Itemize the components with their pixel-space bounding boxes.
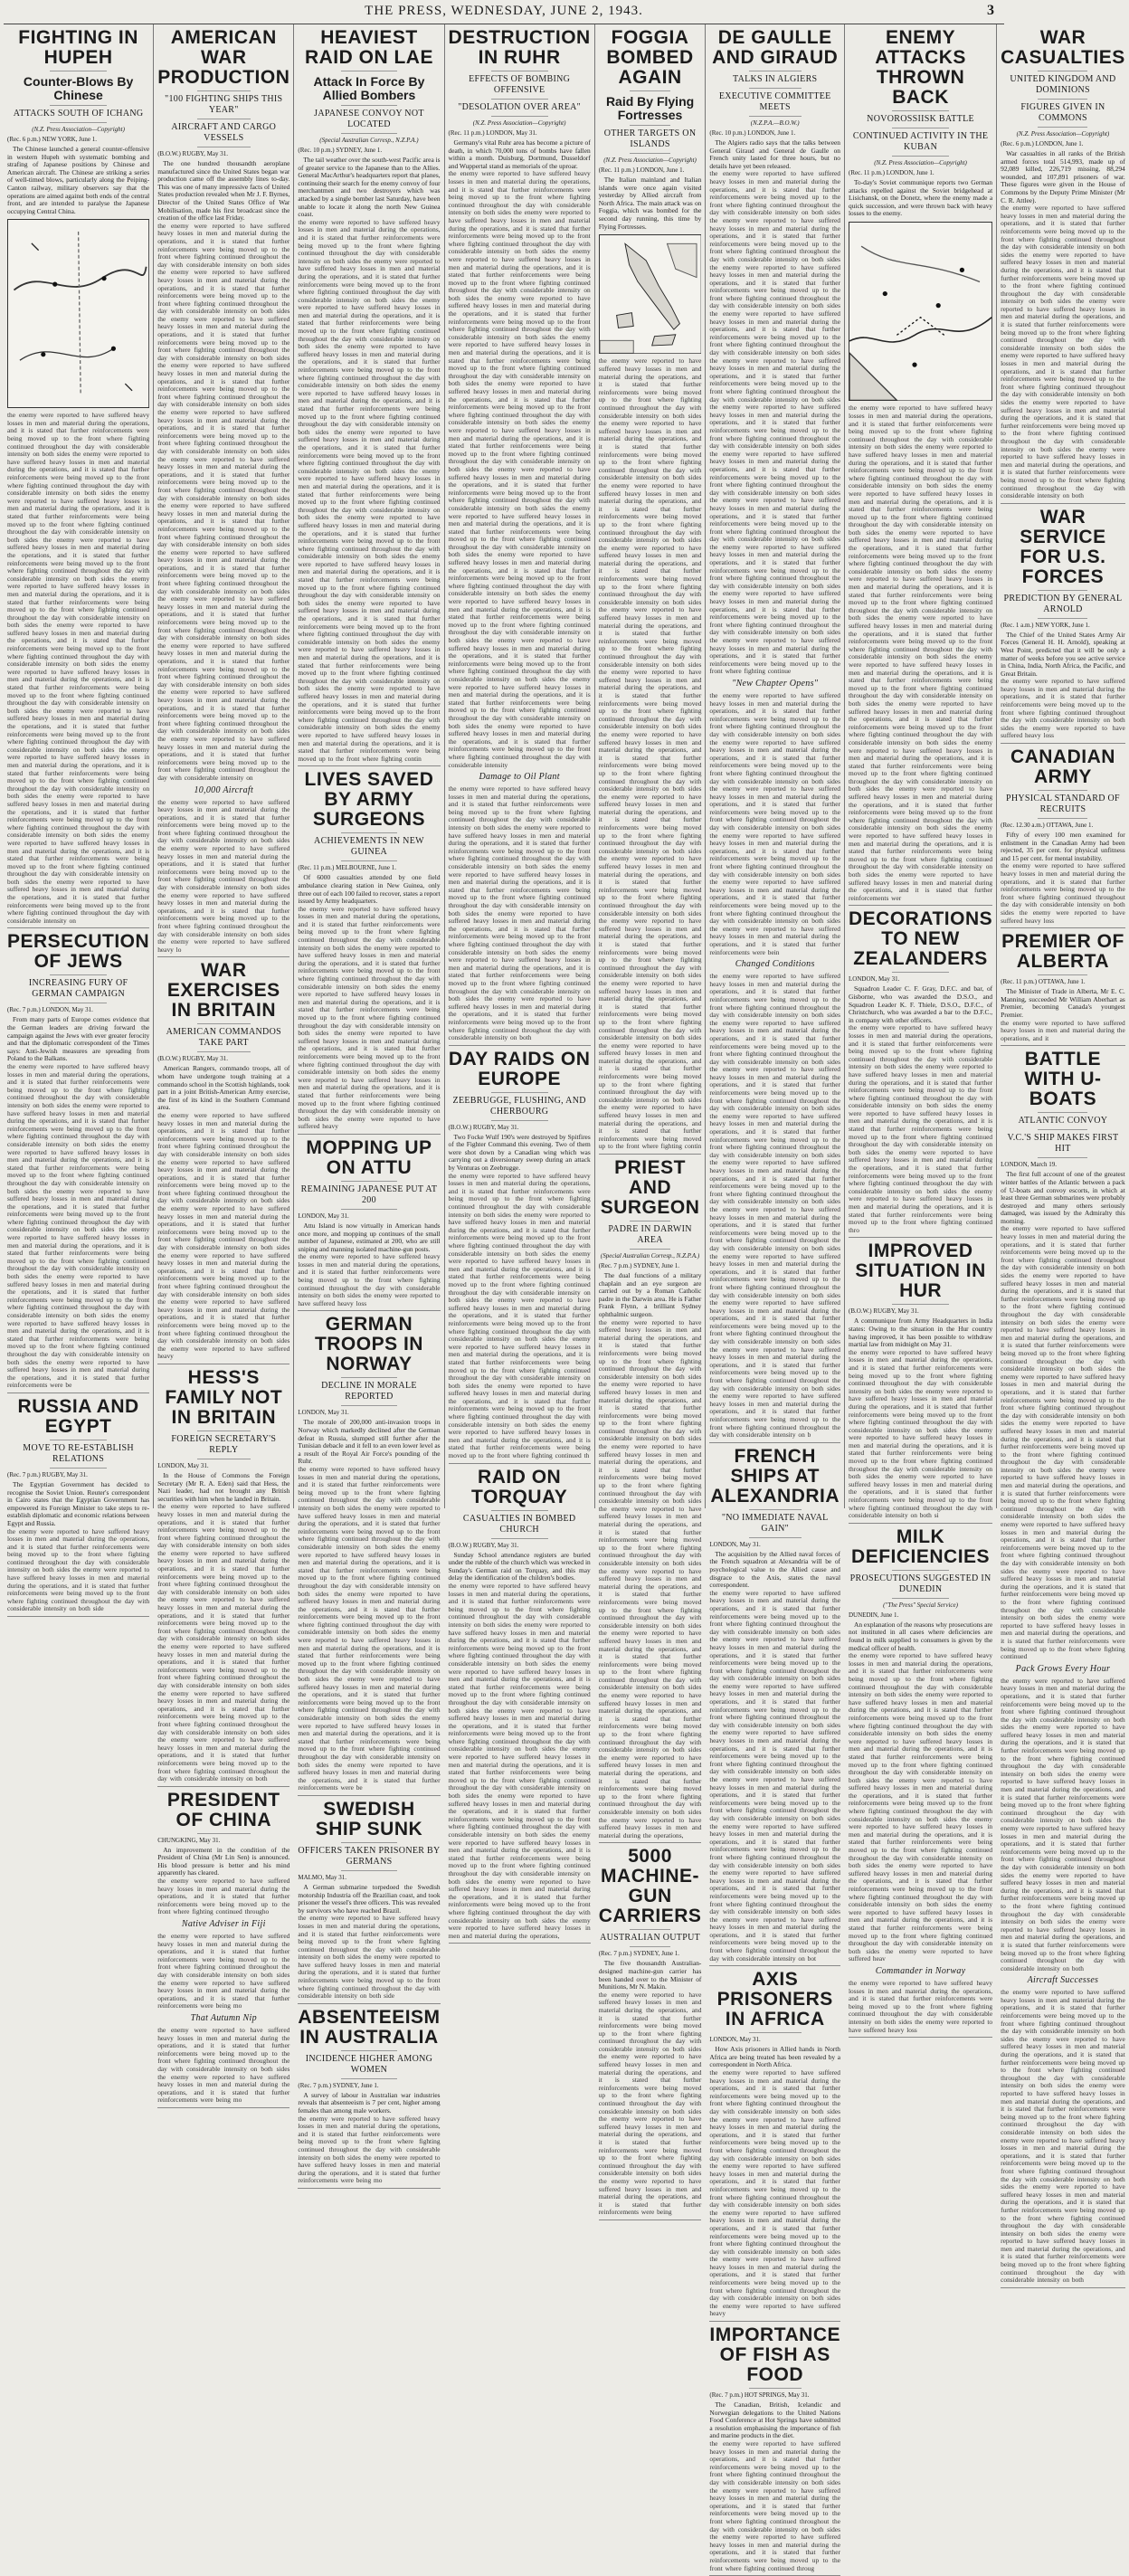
filler-text: the enemy were reported to have suffered heavy losses in men and material during the operations, and it is stated that further reinforcements were being moved up to the front where fighting continued throughout the day with considerable intensity on both sides the enemy were reported to have suffered heavy losses in men and material during the operations, and it is stated that further reinforcements were being moved up to the front where fighting continued throughout the day with considerable intensity on both sides the enemy were reported to have suffered heavy losses in men and material during the operations, and it is stated that further reinforcements were being moved up to the front where fighting continued throughout the day with considerable intensity on both sides the enemy were reported to have suffered heavy losses in men and material during the operations, and it is stated that further reinforcements were being moved up to the front where fighting continued throughout the day with considerable intensity on both si (849, 1347, 993, 1520)
rule (630, 1946, 670, 1947)
filler-text: the enemy were reported to have suffered heavy losses in men and material during the operations, and it is stated that further reinforcements were being moved up to the front where fighting continued throughout the day with considerable intensity on both sides the enemy were reported to have suffered heavy losses in men and material during the operations, and it is stated that further reinforcements were being moved up to the front where fighting continued throughout the day with considerable intensity on both sides the enemy were reported to have suffered heavy losses in men and material during the operations, and it is stated that further reinforcements were being moved up to the front where fighting continued throughout the day with considerable intensity on both sides the enemy were reported to have suffered heavy losses in men and material during the operations, and it is stated that further reinforcements were being moved up to the front where fighting continued throughout the day with considerable intensity on both sides the enemy were reported to have suffered heavy losses in men and material during the operations, and it is stated that further reinforcements were being moved up to the front where fighting continued throughout the day with considerable intensity on both sides the enemy were reported to have suffered heavy losses in men and material during the operations, and it is stated that further reinforcements were being moved up to the front where fighting continued throughout the day with considerable intensity on both sides the enemy were reported to have suffered heavy losses in men and material during the operations, and it is stated that further reinforcements were being moved up to the front where fighting continued throughout the day with considerable intensity on both sides the enemy were reported to have suffered heavy losses in men and material during the operations, and it is stated that further reinforcements were being moved up to the front where fighting continued throughout the day with considerable intensity on both sides the enemy were reported to have suffered heavy losses in men and material during the operations, (598, 1317, 702, 1839)
filler-text: the enemy were reported to have suffered heavy losses in men and material during the operations, and it is stated that further reinforcements were being moved up to the front where fighting continued throughout the day with considerable intensity on both sides the enemy were reported to have suffered heavy loss (1001, 861, 1125, 925)
article-dateline: LONDON, May 31. (298, 1212, 349, 1220)
article-deck: UNITED KINGDOM AND DOMINIONS (1010, 74, 1116, 95)
article-dateline: (Rec. 7 p.m.) SYDNEY, June 1. (298, 2081, 379, 2089)
article-deck: FOREIGN SECRETARY'S REPLY (171, 1433, 277, 1455)
article-deck: DECLINE IN MORALE REPORTED (321, 1381, 417, 1402)
rule (630, 1929, 670, 1930)
article (157, 28, 289, 957)
filler-text: the enemy were reported to have suffered heavy losses in men and material during the operations, and it is stated that further reinforcements were being moved up to the front where fighting continued throughout the day with considerable intensity on both sides the enemy were reported to have suffered heavy losses in men and material during the operations, and it is stated that further reinforcements were being moved up to the front where fighting continued throughout the day with considerable intensity on both sides the enemy were reported to have suffered heavy losses in men and material during the operations, and it is stated that further reinforcements were being moved up to the front where fighting continued throughout the day with considerable intensity on both sides the enemy were reported to have suffered heavy losses in men and material during the operations, and it is stated that further reinforcements were being moved up to the front where fighting continued throughout the day with considerable intensity on both sides the enemy were reported to have suffered heavy losses in men and material during the operations, and it is stated that further reinforcements were being moved up to the front where fighting continued throughout the day with considerable intensity on both sides the enemy were reported to have suffered heavy (709, 2068, 840, 2318)
article-dateline: (B.O.W.) RUGBY, May 31. (448, 1123, 519, 1131)
article-deck: PREDICTION BY GENERAL ARNOLD (1003, 593, 1123, 614)
rule (341, 2050, 398, 2051)
article-body: A communique from Army Headquarters in India states: Owing to the situation in the Hur country having improved, it has been possible to withdraw martial law from midnight on May 31. (849, 1317, 993, 1349)
article-headline: HEAVIEST RAID ON LAE (304, 27, 433, 68)
filler-text: the enemy were reported to have suffered heavy losses in men and material during the operations, and it (1001, 1018, 1125, 1042)
article-dateline: (Rec. 6 p.m.) NEW YORK, June 1. (7, 136, 97, 143)
filler-text: the enemy were reported to have suffered heavy losses in men and material during the operations, and it is stated that further reinforcements were being moved up to the front where fighting continued throughout the day with considerable intensity on both sides the enemy were reported to have suffered heavy losses in men and material during the operations, and it is stated that further reinforcements were being moved up to the front where fighting continued throughout the day with considerable intensity on both sides the enemy were reported to have suffered heavy losses in men and material during the operations, and it is stated that further reinforcements were being moved up to the front where fighting continued throughout the day with considerable intensity on both sides the enemy were reported to have suffered heavy losses in men and material during the operations, and it is stated that further reinforcements were being moved up to the front where fighting continued throughout the day with considerable intensity on both sides the enemy were reported to have suffered heavy losses in men and material during the operations, and it is stated that further reinforcements were being moved up to the front where fighting continued throughout the day with considerable intensity on both sides the enemy were reported to have suffered heavy losses in men and material during the operations, and it is stated that further reinforcements were being moved up to the front where fighting continued throughout the day with considerable intensity on both sides the enemy were reported to have suffered heavy losses in men and material during the operations, and it is stated that further reinforcements were being moved up to the front where fighting continued throughout the day with considerable intensity on both sides the enemy were reported to have suffered heavy losses in men and material during the operations, and it is stated that further reinforcements were being moved up to the front where fighting continued throughout the day with considerable intensity on both sides the enemy were reported to have suffered heavy losses in men and material during the operations, and it is stated that further reinforcements were being moved up to the front where fighting continued throughout the day with considerable intensity on both sides the enemy were reported to have suffered heavy losses in men and material during the operations, and it is stated that further reinforcements were being moved up to the front where fighting continued throughout the day with considerable intensity on b (709, 972, 840, 1440)
article-headline: ENEMY ATTACKS THROWN BACK (875, 27, 966, 108)
rule (341, 1181, 398, 1182)
article-dateline: (B.O.W.) RUGBY, May 31. (157, 150, 228, 157)
article-dateline: (Rec. 1 a.m.) NEW YORK, June 1. (1001, 621, 1090, 629)
filler-text: the enemy were reported to have suffered heavy losses in men and material during the operations, and it is stated that further reinforcements were being moved up to the front where fighting continued throughout the day with considerable intensity on both sides the enemy were reported to have suffered heavy losses in men and material during the operations, and it is stated that further reinforcements were being mo (157, 1932, 290, 2010)
article-credit: (N.Z. Press Association—Copyright) (603, 157, 697, 164)
article (849, 909, 992, 1238)
filler-text: the enemy were reported to have suffered heavy losses in men and material during the operations, and it is stated that further reinforcements were being moved up to the front where fighting continued throughout the day with considerable intensity on both sides the enemy were reported to have suffered heavy losses in men and material during the operations, and it is stated that further reinforcements were being moved up to the front where fighting continued throughout the day with considerable intensity on both sides the enemy were reported to have suffered heavy losses in men and material during the operations, and it is stated that further reinforcements were being moved up to the front where fighting continued throughout the day with considerable intensity on both sides the enemy were reported to have suffered heavy losses in men and material during the operations, and it is stated that further reinforcements were being (598, 1990, 702, 2217)
filler-text: the enemy were reported to have suffered heavy losses in men and material during the operations, and it is stated that further reinforcements were being moved up to the front where fighting continued throughout the day with considerable intensity on both sides the enemy were reported to have suffered heavy losses in men and material during the operations, and it is stated that further reinforcements were being moved up to the front where fighting continued throughout the day with considerable intensity on both sides the enemy were reported to have suffered heavy losses in men and material during the operations, and it is stated that further reinforcements were being moved up to the front where fighting continued throughout the day with considerable intensity on both sides the enemy were reported to have suffered heavy losses in men and material during the operations, and it is stated that further reinforcements were being moved up to the front where fighting continued throughout the day with considerable intensity on both sides the enemy were reported to have suffered heavy losses in men and material during the operations, and it is stated that further reinforcements were being moved up to the front where fighting continued throughout the day with considerable intensity on both sides the enemy were reported to have suffered heavy losses in men and material during the operations, and it is stated that further reinforcements were being moved up to the front where fighting continued throughout the day with considerable intensity on both (1001, 204, 1125, 500)
rule (892, 1304, 950, 1305)
article-body: The one hundred thousandth aeroplane manufactured since the United States began war production came off the assembly lines to-day. This was one of many impressive facts of United States production revealed when Mr J. F. Byrnes, Director of the United States Office of War Mobilisation, made his first broadcast since the creation of the office last Friday. (157, 159, 290, 223)
article-headline: ABSENTEEISM IN AUSTRALIA (298, 2006, 441, 2048)
article-body: The morale of 200,000 anti-invasion troops in Norway which markedly declined after the German defeat in Russia, slumped still further after the Tunisian debacle and it fell to an even lower level as a result of the Royal Air Force's pounding of the Ruhr. (298, 1418, 441, 1466)
article (298, 2008, 440, 2189)
article-body: War casualties in all ranks of the British armed forces total 514,993, made up of 92,089 killed, 226,719 missing, 88,294 wounded, and 107,891 prisoners of war. These figures were given in the House of Commons by the Deputy Prime Minister (Mr C. R. Attlee). (1001, 149, 1125, 204)
article-section-heading: Commander in Norway (875, 1965, 966, 1976)
filler-text: the enemy were reported to have suffered heavy losses in men and material during the operations, and it is stated that further reinforcements were being moved up to the front where fighting continued throughout the day with considerable intensity on both sides the enemy were reported to have suffered heavy losses in men and material during the operations, and it is stated that further reinforcements were being moved up to the front where fighting continued throughout the day with considerable intensity on both side (298, 1914, 441, 2001)
rule (341, 2078, 398, 2079)
article (1001, 747, 1125, 928)
article-headline: GERMAN TROOPS IN NORWAY (314, 1314, 423, 1375)
article-headline: BATTLE WITH U-BOATS (1024, 1049, 1102, 1110)
article-dateline: (Rec. 7 p.m.) RUGBY, May 31. (7, 1470, 88, 1478)
rule (197, 90, 250, 91)
article-body: From many parts of Europe comes evidence that the German leaders are driving forward the campaign against the Jews with ever greater ferocity and that the diplomatic correspondent of the Times says: Anti-Jewish measures are spreading from Poland to the Balkans. (7, 1015, 150, 1063)
rule (197, 1833, 250, 1834)
filler-text: the enemy were reported to have suffered heavy losses in men and material during the operations, and it is stated that further reinforcements were being moved up to the front where fighting continued throughout the day with considerable intensity on both sides the enemy were reported to have suffered heavy losses in men and material during the operations, and it is stated that further reinforcements were being moved up to the front where fighting continued throughout the day with considerable intensity on both sides the enemy were reported to have suffered heavy losses in men and material during the operations, and it is stated that further reinforcements were being moved up to the front where fighting continued throughout the day with considerable intensity on both sides the enemy were reported to have suffered heavy losses in men and material during the operations, and it is stated that further reinforcements were being moved up to the front where fighting continued throughout the day with considerable intensity on both sides the enemy were reported to have suffered heavy losses in men and material during the operations, and it is stated that further reinforcements were being moved up to the front where fighting continued thro (849, 1023, 993, 1234)
filler-text: the enemy were reported to have suffered heavy losses in men and material during the operations, and it is stated that further reinforcements were being moved up to the front where fighting continued throughout the day with considerable intensity on both sides the enemy were reported to have suffered heavy losses in men and material during the operations, and it is stated that further reinforcements were being moved up to the front where fighting continued throughout the day with considerable intensity on both sides the enemy were reported to have suffered heavy losses in men and material during the operations, and it is stated that further reinforcements were being moved up to the front where fighting continued throughout the day with considerable intensity on both sides the enemy were reported to have suffered heavy losses in men and material during the operations, and it is stated that further reinforcements were being moved up to the front where fighting continued throughout the day with considerable intensity on both sides the enemy were reported to have suffered heavy losses in men and material during the operations, and it is stated that further reinforcements were being moved up to the front where fighting continued throughout the day with considerable intensity on both sides the enemy were reported to have suffered heavy losses in men and material during the operations, and it is stated that further reinforcements were being moved up to the front where fighting continued throughout the day with considerable intensity on both sides the enemy were reported to have suffered heavy losses in men and material during the operations, and it is stated that further reinforcements were being moved up to the front where fighting continued th (448, 1171, 591, 1460)
article-deck: INCREASING FURY OF GERMAN CAMPAIGN (28, 978, 128, 1000)
article-section-heading: Damage to Oil Plant (479, 772, 560, 783)
article-headline: WAR SERVICE FOR U.S. FORCES (1020, 506, 1106, 587)
article-headline: FOGGIA BOMBED AGAIN (606, 27, 694, 88)
rule (630, 125, 670, 126)
article-body: To-day's Soviet communique reports two German attacks repelled against the Soviet bridgehead at Lisichansk, on the Donetz, where the enemy made a quick succession, and were thrown back with heavy losses to the enemy. (849, 178, 993, 218)
column-5 (595, 24, 707, 2217)
kuban-map (849, 222, 992, 401)
article-subheadline: Raid By Flying Fortresses (605, 94, 695, 122)
article-deck: "100 FIGHTING SHIPS THIS YEAR" (165, 94, 283, 115)
filler-text: the enemy were reported to have suffered heavy losses in men and material during the operations, and it is stated that further reinforcements were being moved up to the front where fighting continued throughout the day with considerable intensity on both sides the enemy were reported to have suffered heavy losses in men and material during the operations, and it is stated that further reinforcements were being moved up to the front where fighting continued throughout the day with considerable intensity on both sides the enemy were reported to have suffered heavy losses in men and material during the operations, and it is stated that further reinforcements were being moved up to the front where fighting continued throughout the day with considerable intensity on both sides the enemy were reported to have suffered heavy losses in men and material during the operations, and it is stated that further reinforcements were being moved up to the front where fighting continued throughout the day with considerable intensity on both sides the enemy were reported to have suffered heavy losses in men and material during the operations, and it is stated that further reinforcements were being moved up to the front where fighting continued throughout the day with considerable intensity on both sides the enemy were reported to have suffered heavy losses in men and material during the operations, and it is stated that further reinforcements were being moved up to the front where fighting continued throughout the day with considerable intensity on both sides the enemy were reported to have suffered heavy losses in men and material during the operations, and it is stated that further reinforcements were being moved up to the front where fighting continued throughout the day with considerable intensity on both sides the enemy were reported to have suffered heavy losses in men and material during the operations, and it is stated that further reinforcements were being moved up to the front where fighting continued throughout the day with considerable intensity on both sides the enemy were reported to have suffered heavy losses in men and material during the operations, and it is stated that further reinforcements were being moved up to the front where fighting continued throughout the day with considerable intensity on both sides the enemy were reported to have suffered heavy losses in men and material during the operations, and it is stated that further reinforcements were being moved up to the front where fighting continued throughout the day with considerable intensity on both sides the enemy were reported to have suffered heavy losses in men and material during the operations, and it is stated that further reinforcements were being moved up to the front where fighting continued throughout the day with considerable intensity on both sides the enemy were reported to have suffered heavy losses in men and material during the operations, and it is stated that further reinforcements wer (849, 404, 993, 902)
article (298, 1800, 440, 2004)
filler-text: the enemy were reported to have suffered heavy losses in men and material during the operations, and it is stated that further reinforcements were being moved up to the front where fighting continued throughout the day with considerable intensity on both sides the enemy were reported to have suffered heavy losses in men and material during the operations, and it is stated that further reinforcements were being moved up to the front where fighting continued throughout the day with considerable intensity on both sides the enemy were reported to have suffered heavy losses in men and material during the operations, and it is stated that further reinforcements were being moved up to the front where fighting continued throughout the day with considerable intensity on both sides the enemy were reported to have suffered heavy losses in men and material during the operations, and it is stated that further reinforcements were being moved up to the front where fighting continued throughout the day with considerable intensity on both sides the enemy were reported to have suffered heavy losses in men and material during the operations, and it is stated that further reinforcements were being moved up to the front where fighting continued throughout the day with considerable intensity on both sides the enemy were reported to have suffered heavy losses in men and material during the operations, and it is stated that further reinforcements were being moved up to the front where fighting continued throughout the day with considerable intensity on both sides the enemy were reported to have suffered heavy losses in men and material during the operations, and it is stated that further reinforcements were being moved up to the front where fighting continued throughout the day with considerable intensity on both sides the enemy were reported to have suffered heavy losses in men and material during the operations, and it is stated that further reinforcements were being moved up to the front where fighting continued throughout the day with considerable intensity on both sides the enemy were reported to have suffered heavy losses in men and material during the operations, and it is stated that further reinforcements were being moved up to the front where fighting continued throughout the day with considerable intensity on both sides the enemy were reported to have suffered heavy losses in men and material during the operations, and it is stated that further reinforcements were being moved up to the front where fighting continued throughout the day with considerable intensity on both sides the enemy were reported to have suffered heavy losses in men and material during the operations, and it is stated that further reinforcements were being moved up to the front where fighting continued throughout the day with considerable intensity on both sides the enemy were reported to have suffered heavy losses in men and material during the operations, and it is stated that further reinforcements were being moved up to the front where fighting continued throughout the day with considerable intensity on both sides the enemy were reported to have suffered heavy losses in men and material during the operations, and it is stated that further reinforcements were being moved up to the front where fighting continued throughout the day with considerable intensity on both sides the enemy were reported to have suffered heavy losses in men and material during the operations, and it is stated that further reinforcements were being moved up to the front where fighting continued throughout the day with considerable intensity (448, 169, 591, 769)
article-deck: PROSECUTIONS SUGGESTED IN DUNEDIN (849, 1573, 991, 1594)
article-subheadline: Attack In Force By Allied Bombers (313, 74, 425, 102)
article-dateline: (Rec. 7 p.m.) SYDNEY, June 1. (598, 1950, 680, 1958)
article-headline: PRIEST AND SURGEON (600, 1157, 700, 1218)
filler-text: the enemy were reported to have suffered heavy losses in men and material during the operations, and it is stated that further reinforcements were being moved up to the front where fighting continued throughout the day with considerable intensity on both sides the enemy were reported to have suffered heavy loss (298, 1252, 441, 1307)
article-headline: DECORATIONS TO NEW ZEALANDERS (849, 908, 993, 970)
filler-text: the enemy were reported to have suffered heavy losses in men and material during the operations, and it is stated that further reinforcements were being moved up to the front where fighting continued throughout the day with considerable intensity on both sides the enemy were reported to have suffered heavy losses in men and material during the operations, and it is stated that further reinforcements were being moved up to the front where fighting continued throughout the day with considerable intensity on both sides the enemy were reported to have suffered heavy losses in men and material during the operations, and it is stated that further reinforcements were being moved up to the front where fighting continued throughout the day with considerable intensity on both sides the enemy were reported to have suffered heavy losses in men and material during the operations, and it is stated that further reinforcements were being moved up to the front where fighting continued throughout the day with considerable intensity on both sides the enemy were reported to have suffered heavy losses in men and material during the operations, and it is stated that further reinforcements were being moved up to the front where fighting continued throughout the day with considerable intensity on both sides the enemy were reported to have suffered heavy losses in men and material during the operations, and it is stated that further reinforcements were being moved up to the front where fighting continued throughout the day with considerable intensity on both sides the enemy were reported to have suffered heavy losses in men and material during the operations, and it is stated that further reinforcements were being moved up to the front where fighting continued throughout the day with considerable intensity on both sides the enemy were reported to have suffered heavy losses in men and material during the operations, and it is stated that further reinforcements were being moved up to the front where fighting continued throughout the day with considerable intensity on both sides the enemy were reported to have suffered heavy losses in men and material during the operations, and it is stated that further reinforcements were being moved up to the front where fighting continued throughout the day with considerable intensity on both sides the enemy were reported to have suffered heavy losses in men and material during the operations, and it is stated that further reinforcements were being moved up to the front where fighting continued throughout the day with considerable intensity on both sides the enemy were reported to have suffered heavy losses in men and material during the operations, and it is stated that further reinforcements were being moved up to the front where fighting continued throughout the day with considerable intensity on both sides the enemy were reported to have suffered heavy losses in men and material during the operations, and it is stated that further reinforcements were being moved up to the front where fighting continued throughout the day with considerable intensity on both sides the enemy were reported to have suffered heavy losses in men and material during the operations, and it is stated that further reinforcements were being moved up to the front where fighting contin (598, 356, 702, 1151)
rule (892, 972, 950, 973)
article (709, 1970, 840, 2322)
filler-text: the enemy were reported to have suffered heavy losses in men and material during the operations, and it is stated that further reinforcements were being moved up to the front where fighting continued throughout the day with considerable intensity on both sides the enemy were reported to have suffered heavy losses in men and material during the operations, and it is stated that further reinforcements were being moved up to the front where fighting continued throughout the day with considerable intensity on both sides the enemy were reported to have suffered heavy losses in men and material during the operations, and it is stated that further reinforcements were being moved up to the front where fighting continued throughout the day with considerable intensity on both sides the enemy were reported to have suffered heavy losses in men and material during the operations, and it is stated that further reinforcements were being moved up to the front where fighting continued throughout the day with considerable intensity on both sides the enemy were reported to have suffered heavy losses in men and material during the operations, and it is stated that further reinforcements were being moved up to the front where fighting continued throughout the day with considerable intensity on both sides the enemy were reported to have suffered heavy losses in men and material during the operations, and it is stated that further reinforcements were being moved up to the front where fighting continued throughout the day with considerable intensity on both (157, 1502, 290, 1783)
rule (892, 1598, 950, 1599)
hupeh-map (7, 219, 149, 408)
article-credit: (N.Z. Press Association—Copyright) (874, 159, 967, 166)
article-deck: ATLANTIC CONVOY (1018, 1116, 1108, 1126)
rule (341, 860, 398, 861)
article-deck: ATTACKS SOUTH OF ICHANG (13, 109, 144, 119)
article-headline: IMPORTANCE OF FISH AS FOOD (709, 2324, 840, 2386)
italy-map (599, 234, 702, 354)
rule (749, 2388, 802, 2389)
article-dateline: (Rec. 11 p.m.) MELBOURNE, June 1. (298, 864, 396, 872)
article (298, 1138, 440, 1312)
rule (749, 1537, 802, 1538)
rule (341, 1870, 398, 1871)
article (157, 961, 289, 1364)
article (1001, 508, 1125, 744)
article-body: The Algiers radio says that the talks between General Giraud and General de Gaulle on French unity lasted for three hours, but no details have yet been released. (709, 138, 840, 170)
article-body: A survey of labour in Australian war industries reveals that absenteeism is 7 per cent, higher among females than among male workers. (298, 2090, 441, 2115)
article-section-heading: Aircraft Successes (1027, 1975, 1099, 1986)
article-headline: WAR CASUALTIES (1001, 27, 1125, 68)
filler-text: the enemy were reported to have suffered heavy losses in men and material during the operations, and it is stated that further reinforcements were being moved up to the front where fighting continued throughout the day with considerable intensity on both sides the enemy were reported to have suffered heavy losses in men and material during the operations, and it is stated that further reinforcements were being moved up to the front where fighting continued throughout the day with considerable intensity on both sides the enemy were reported to have suffered heavy losses in men and material during the operations, and it is stated that further reinforcements were being moved up to the front where fighting continued throughout the day with considerable intensity on both sides the enemy were reported to have suffered heavy lo (157, 797, 290, 954)
rule (1038, 1157, 1087, 1158)
article-section-heading: Native Adviser in Fiji (181, 1919, 266, 1930)
column-1 (4, 24, 154, 1613)
article-deck: OFFICERS TAKEN PRISONER BY GERMANS (298, 1845, 441, 1867)
article-dateline: (B.O.W.) RUGBY, May 31. (849, 1307, 919, 1316)
article-headline: FRENCH SHIPS AT ALEXANDRIA (710, 1445, 840, 1507)
rule (749, 88, 802, 89)
article-body: An improvement in the condition of the President of China (Mr Lin Sen) is announced. His blood pressure is better and his mind apparently has cleared. (157, 1845, 290, 1877)
article-deck: AMERICAN COMMANDOS TAKE PART (166, 1027, 281, 1049)
article-body: The five thousandth Australian-designed machine-gun carrier has been handed over to the Minister of Munitions, Mr N. Makin. (598, 1959, 702, 1991)
article-body: The tail weather over the south-west Pacific area is of greater service to the Japanese than to the Allies. General MacArthur's headquarters report that planes, continuing their search for the enemy convoy of four merchantmen and two destroyers which was attacked by a single bomber last Saturday, have been unable to locate it along the north New Guinea coast. (298, 156, 441, 219)
rule (491, 99, 548, 100)
article (298, 28, 440, 766)
article (1001, 932, 1125, 1046)
article-headline: LIVES SAVED BY ARMY SURGEONS (304, 769, 434, 831)
article-body: The Chinese launched a general counter-offensive in western Hupeh with systematic bombing and strafing of Japanese positions by Chinese and American aircraft. The Chinese are striking a series of well-timed blows, particularly along the Peiping-Canton railway, military observers say that the operations are aimed against both ends of the central front, and are intended to paralyse the Japanese occupying Central China. (7, 145, 150, 215)
article-headline: HESS'S FAMILY NOT IN BRITAIN (165, 1366, 283, 1428)
filler-text: the enemy were reported to have suffered heavy losses in men and material during the operations, and it is stated that further reinforcements were being moved up to the front where fighting continued througho (157, 1877, 290, 1916)
rule (50, 1468, 107, 1469)
article-credit: (N.Z.P.A.—B.O.W.) (750, 119, 800, 127)
rule (749, 1509, 802, 1510)
filler-text: the enemy were reported to have suffered heavy losses in men and material during the operations, and it is stated that further reinforcements were being moved up to the front where fighting continued throughout the day with considerable intensity on both sides the enemy were reported to have suffered heavy loss (1001, 677, 1125, 740)
rule (491, 116, 548, 117)
article-dateline: LONDON, May 31. (709, 1540, 761, 1548)
article-deck: EXECUTIVE COMMITTEE MEETS (718, 91, 831, 112)
rule (341, 832, 398, 833)
article-deck: CONTINUED ACTIVITY IN THE KUBAN (852, 131, 989, 152)
article-body: An explanation of the reasons why prosecutions are not instituted in all cases where deficiencies are found in milk supplied to consumers is given by the medical officer of health. (849, 1620, 993, 1652)
article-headline: DAY RAIDS ON EUROPE (448, 1048, 591, 1089)
article (449, 1050, 591, 1464)
filler-text: the enemy were reported to have suffered heavy losses in men and material during the operations, and it is stated that further reinforcements were being moved up to the front where fighting continued throughout the day with considerable intensity on both sides the enemy were reported to have suffered heavy losses in men and material during the operations, and it is stated that further reinforcements were being moved up to the front where fighting continued throughout the day with considerable intensity on both sides the enemy were reported to have suffered heavy losses in men and material during the operations, and it is stated that further reinforcements were being moved up to the front where fighting continued throughout the day with considerable intensity on both sides the enemy were reported to have suffered heavy losses in men and material during the operations, and it is stated that further reinforcements were being moved up to the front where fighting continued throughout the day with considerable intensity on both sides the enemy were reported to have suffered heavy losses in men and material during the operations, and it is stated that further reinforcements were being moved up to the front where fighting continued throughout the day with considerable intensity on both sides the enemy were reported to have suffered heavy losses in men and material during the operations, and it is stated that further reinforcements were being moved up to the front where fighting continued throughout the day with considerable intensity on both sides the enemy were reported to have suffered heavy losses in men and material during the operations, and it is stated that further reinforcements were being moved up to the front where fighting continued throughout the day with considerable intensity on both sides the enemy were reported to have suffered heavy losses in men and material during the operations, and it is stated that further reinforcements were being moved up to the front where fighting continued throughout the day with considerable intensity on both sides the enemy were reported to have suffered heavy losses in men and material during the operations, and it is stated that further reinforcements were being moved up to the front where fighting continued throughout the day with considerable intensity on both sides the enemy were reported to have suffered heavy losses in men and material during the operations, and it is stated that further reinforcements were being moved up to the front where fighting continued throughout the day with considerable intensity on both sides the enemy were reported to have suffered heavy losses in men and material during the operations, and it is stated that further reinforcements were being moved up to the front where fighting continued throughout the day with considerable intensity on both sides the enemy were reported to have suffered heavy losses in men and material during the operations, and it is stated that further reinforcements were being moved up to the front where fighting continued throughout the day with considerable intensity on (157, 221, 290, 782)
rule (341, 1405, 398, 1406)
article-headline: DE GAULLE AND GIRAUD (712, 27, 839, 68)
rule (1038, 618, 1087, 619)
article-body: A German submarine torpedoed the Swedish motorship Industria off the Brazilian coast, and took prisoner the vessel's three officers. This was revealed by survivors who have reached Brazil. (298, 1882, 441, 1915)
article-dateline: MALMO, May 31. (298, 1873, 347, 1881)
article-headline: IMPROVED SITUATION IN HUR (855, 1240, 986, 1302)
rule (630, 153, 670, 154)
article-headline: SWEDISH SHIP SUNK (315, 1798, 423, 1839)
article-dateline: CHUNGKING, May 31. (157, 1836, 221, 1844)
column-4 (445, 24, 595, 1940)
article-deck: REMAINING JAPANESE PUT AT 200 (300, 1183, 438, 1205)
column-7 (845, 24, 997, 2034)
article-dateline: (Rec. 11 p.m.) OTTAWA, June 1. (1001, 978, 1086, 986)
filler-text: the enemy were reported to have suffered heavy losses in men and material during the operations, and it is stated that further reinforcements were being moved up to the front where fighting continued throughout the day with considerable intensity on both sides the enemy were reported to have suffered heavy losses in men and material during the operations, and it is stated that further reinforcements were being moved up to the front where fighting continued throughout the day with considerable intensity on both sides the enemy were reported to have suffered heavy losses in men and material during the operations, and it is stated that further reinforcements were being moved up to the front where fighting continued throughout the day with considerable intensity on both sides the enemy were reported to have suffered heavy losses in men and material during the operations, and it is stated that further reinforcements were being moved up to the front where fighting continued throughout the day with considerable intensity on both sides the enemy were reported to have suffered heavy losses in men and material during the operations, and it is stated that further reinforcements were being moved up to the front where fighting continued throughout the day with considerable intensity on both sides the enemy were reported to have suffered heavy losses in men and material during the operations, and it is stated that further reinforcements were being moved up to the front where fighting continued throughout the day with considerable intensity on both (448, 784, 591, 1042)
article-section-heading: 10,000 Aircraft (194, 784, 254, 795)
filler-text: the enemy were reported to have suffered heavy losses in men and material during the operations, and it is stated that further reinforcements were being moved up to the front where fighting continued throughout the day with considerable intensity on both sides the enemy were reported to have suffered heavy losses in men and material during the operations, and it is stated that further reinforcements were being moved up to the front where fighting continued throughout the day with considerable intensity on both sides the enemy were reported to have suffered heavy losses in men and material during the operations, and it is stated that further reinforcements were being moved up to the front where fighting continued throughout the day with considerable intensity on both sides the enemy were reported to have suffered heavy losses in men and material during the operations, and it is stated that further reinforcements were being moved up to the front where fighting continued throughout the day with considerable intensity on both sides the enemy were reported to have suffered heavy losses in men and material during the operations, and it is stated that further reinforcements were being moved up to the front where fighting continued throughout the day with considerable intensity on both sides the enemy were reported to have suffered heavy losses in men and material during the operations, and it is stated that further reinforcements were being moved up to the front where fighting continued throughout the day with considerable intensity on both sides the enemy were reported to have suffered heavy losses in men and material during the operations, and it is stated that further reinforcements were being moved up to the front where fighting continued throughout the day with considerable intensity on both sides the enemy were reported to have suffered heavy losses in men and material during the operations, and it is stated that further reinforcements were be (298, 1465, 441, 1792)
rule (630, 1249, 670, 1250)
rule (50, 105, 107, 106)
article-dateline: (B.O.W.) RUGBY, May 31. (448, 1541, 519, 1549)
rule (630, 90, 670, 91)
filler-text: the enemy were reported to have suffered heavy losses in men and material during the operations, and it is stated that further reinforcements were being moved up to the front where fighting continued throughout the day with considerable intensity on both sides the enemy were reported to have suffered heavy loss (849, 1978, 993, 2034)
article-dateline: LONDON, May 31. (157, 1461, 209, 1469)
article-body: Of 6000 casualties attended by one field ambulance clearing station in New Guinea, only three out of each 100 failed to recover, states a report issued by Army headquarters. (298, 873, 441, 906)
filler-text: the enemy were reported to have suffered heavy losses in men and material during the operations, and it is stated that further reinforcements were being moved up to the front where fighting continued throughout the day with considerable intensity on both sides the enemy were reported to have suffered heavy losses in men and material during the operations, and it is stated that further reinforcements were being moved up to the front where fighting continued throughout the day with considerable intensity on both sides the enemy were reported to have suffered heavy losses in men and material during the operations, and it is stated that further reinforcements were being moved up to the front where fighting continued throughout the day with considerable intensity on both sides the enemy were reported to have suffered heavy losses in men and material during the operations, and it is stated that further reinforcements were being moved up to the front where fighting continued throughout the day with considerable intensity on both sides the enemy were reported to have suffered heavy losses in men and material during the operations, and it is stated that further reinforcements were being moved up to the front where fighting continued throughout the day with considerable intensity on both sides the enemy were reported to have suffered heavy losses in men and material during the operations, and it is stated that further reinforcements were being moved up to the front where fighting continued throughout the day with considerable intensity on both sides the enemy were reported to have suffered heavy losses in men and material during the operations, and it is stated that further reinforcements were being moved up to the front where fighting continued throughout the day with considerable intensity on both sides the enemy were reported to have suffered heav (849, 1651, 993, 1963)
article-deck: TALKS IN ALGIERS (732, 74, 818, 84)
rule (197, 1023, 250, 1024)
article-body: In the House of Commons the Foreign Secretary (Mr R. A. Eden) said that Hess, the Nazi leader, had not brought any British securities with him when he landed in Britain. (157, 1470, 290, 1503)
filler-text: the enemy were reported to have suffered heavy losses in men and material during the operations, and it is stated that further reinforcements were being moved up to the front where fighting continued throughout the day with considerable intensity on both sides the enemy were reported to have suffered heavy losses in men and material during the operations, and it is stated that further reinforcements were being mo (298, 2114, 441, 2185)
page-number: 3 (987, 3, 995, 18)
article-deck: "DESOLATION OVER AREA" (458, 102, 582, 112)
article-deck: ACHIEVEMENTS IN NEW GUINEA (314, 836, 424, 858)
rule (892, 110, 950, 111)
article-body: Attu Island is now virtually in American hands once more, and mopping up continues of the small number of Japanese, estimated at 200, who are still sniping and manning isolated machine-gun posts. (298, 1221, 441, 1253)
article-credit: (N.Z. Press Association—Copyright) (32, 126, 125, 133)
article (157, 1791, 289, 2108)
article (298, 1315, 440, 1796)
article-body: The Italian mainland and Italian islands were once again visited yesterday by Allied aircraft from North Africa. The main attack was on Foggia, which was bombed for the second day running, this time by Flying Fortresses. (598, 176, 702, 231)
article (599, 28, 702, 1155)
rule (491, 1092, 548, 1093)
article (7, 1397, 149, 1617)
filler-text: the enemy were reported to have suffered heavy losses in men and material during the operations, and it is stated that further reinforcements were being moved up to the front where fighting continued throughout the day with considerable intensity on both sides the enemy were reported to have suffered heavy losses in men and material during the operations, and it is stated that further reinforcements were being moved up to the front where fighting continued throughout the day with considerable intensity on both sides the enemy were reported to have suffered heavy losses in men and material during the operations, and it is stated that further reinforcements were being moved up to the front where fighting continued throughout the day with considerable intensity on both sides the enemy were reported to have suffered heavy losses in men and material during the operations, and it is stated that further reinforcements were being moved up to the front where fighting continued throughout the day with considerable intensity on both sides the enemy were reported to have suffered heavy losses in men and material during the operations, and it is stated that further reinforcements were being moved up to the front where fighting continued throughout the day with considerable intensity on both sides the enemy were reported to have suffered heavy (157, 1110, 290, 1361)
rule (341, 105, 398, 106)
article-headline: WAR EXERCISES IN BRITAIN (166, 960, 280, 1022)
article-credit: (N.Z. Press Association—Copyright) (1016, 130, 1110, 138)
article (849, 1527, 992, 2038)
rule (1038, 1112, 1087, 1113)
article (709, 2325, 840, 2576)
article-headline: MOPPING UP ON ATTU (306, 1136, 432, 1178)
article-deck: OTHER TARGETS ON ISLANDS (603, 128, 697, 149)
article-headline: MILK DEFICIENCIES (851, 1526, 991, 1567)
article-body: The first full account of one of the greatest winter battles of the Atlantic between a pack of U-boats and convoy escorts, in which at least three German submarines were probably destroyed and many others seriously damaged, was issued by the Admiralty this morning. (1001, 1170, 1125, 1225)
filler-text: the enemy were reported to have suffered heavy losses in men and material during the operations, and it is stated that further reinforcements were being moved up to the front where fighting continued throughout the day with considerable intensity on both sides the enemy were reported to have suffered heavy losses in men and material during the operations, and it is stated that further reinforcements were being moved up to the front where fighting continued throughout the day with considerable intensity on both sides the enemy were reported to have suffered heavy losses in men and material during the operations, and it is stated that further reinforcements were being moved up to the front where fighting continued throughout the day with considerable intensity on both sides the enemy were reported to have suffered heavy losses in men and material during the operations, and it is stated that further reinforcements were being moved up to the front where fighting continued throughout the day with considerable intensity on both sides the enemy were reported to have suffered heavy losses in men and material during the operations, and it is stated that further reinforcements were being moved up to the front where fighting continued throughout the day with considerable intensity on both sides the enemy were reported to have suffered heavy losses in men and material during the operations, and it is stated that further reinforcements were bein (709, 690, 840, 956)
filler-text: the enemy were reported to have suffered heavy losses in men and material during the operations, and it is stated that further reinforcements were being moved up to the front where fighting continued throughout the day with considerable intensity on both sides the enemy were reported to have suffered heavy losses in men and material during the operations, and it is stated that further reinforcements were being moved up to the front where fighting continued throughout the day with considerable intensity on both sides the enemy were reported to have suffered heavy losses in men and material during the operations, and it is stated that further reinforcements were being moved up to the front where fighting continued throughout the day with considerable intensity on both sides the enemy were reported to have suffered heavy losses in men and material during the operations, and it is stated that further reinforcements were being moved up to the front where fighting continued throughout the day with considerable intensity on both sides the enemy were reported to have suffered heavy losses in men and material during the operations, and it is stated that further reinforcements were being moved up to the front where fighting continued throughout the day with considerable intensity on both sides the enemy were reported to have suffered heavy losses in men and material during the operations, and it is stated that further reinforcements were being moved up to the front where fighting continued throughout the day with considerable intensity on both (1001, 1988, 1125, 2285)
rule (892, 156, 950, 157)
article-dateline: (Rec. 7 p.m.) SYDNEY, June 1. (598, 1262, 680, 1269)
rule (749, 116, 802, 117)
filler-text: the enemy were reported to have suffered heavy losses in men and material during the operations, and it is stated that further reinforcements were being moved up to the front where fighting continued throughout the day with considerable intensity on both sides the enemy were reported to have suffered heavy losses in men and material during the operations, and it is stated that further reinforcements were being moved up to the front where fighting continued throughout the day with considerable intensity on both sides the enemy were reported to have suffered heavy losses in men and material during the operations, and it is stated that further reinforcements were being moved up to the front where fighting continued throughout the day with considerable intensity on both sides the enemy were reported to have suffered heavy losses in men and material during the operations, and it is stated that further reinforcements were being moved up to the front where fighting continued throughout the day with considerable intensity on both sides the enemy were reported to have suffered heavy losses in men and material during the operations, and it is stated that further reinforcements were being moved up to the front where fighting continued throughout the day with considerable intensity on both sides the enemy were reported to have suffered heavy losses in men and material during the operations, and it is stated that further reinforcements were being moved up to the front where fighting continued throughout the day with considerable intensity on both sides the enemy were reported to have suffered heavy losses in men and material during the operations, and it is stated that further reinforcements were being moved up to the front where fighting continued throughout the day with considerable intensity on both sides the enemy were reported to have suffered heavy losses in men and material during the operations, and it is stated that further reinforcements were being moved up to the front where fighting continued throughout the day with considerable intensity on both sides the enemy were reported to have suffered heavy losses in men and material during the operations, and it is stated that further reinforcements were being moved up to the front where fighting continued (1001, 1224, 1125, 1661)
article-body: The dual functions of a military chaplain and an eye surgeon are carried out by a Roman Catholic padre in the Darwin area. He is Father Frank Flynn, a brilliant Sydney ophthalmic surgeon. (598, 1271, 702, 1318)
article-deck: MOVE TO RE-ESTABLISH RELATIONS (23, 1442, 134, 1464)
article-body: American Rangers, commando troops, all of whom have undergone tough training at a commando school in the Scottish highlands, took part in a joint British-American Army exercise, the first of its kind in the Southern Command area. (157, 1064, 290, 1112)
masthead-title: THE PRESS, WEDNESDAY, JUNE 2, 1943. (365, 4, 643, 18)
article-deck: EFFECTS OF BOMBING OFFENSIVE (469, 74, 571, 95)
article (709, 1447, 840, 1966)
article-body: Fifty of every 100 men examined for enlistment in the Canadian Army had been rejected, 35 per cent. for physical unfitness and 15 per cent. for mental instability. (1001, 831, 1125, 862)
article-headline: RAID ON TORQUAY (471, 1466, 568, 1507)
rule (491, 1510, 548, 1511)
filler-text: the enemy were reported to have suffered heavy losses in men and material during the operations, and it is stated that further reinforcements were being moved up to the front where fighting continued throughout the day with considerable intensity on both sides the enemy were reported to have suffered heavy losses in men and material during the operations, and it is stated that further reinforcements were being moved up to the front where fighting continued throughout the day with considerable intensity on both sides the enemy were reported to have suffered heavy losses in men and material during the operations, and it is stated that further reinforcements were being moved up to the front where fighting continued throughout the day with considerable intensity on both sides the enemy were reported to have suffered heavy losses in men and material during the operations, and it is stated that further reinforcements were being moved up to the front where fighting continued throughout the day with considerable intensity on both sides the enemy were reported to have suffered heavy losses in men and material during the operations, and it is stated that further reinforcements were being moved up to the front where fighting continued throughout the day with considerable intensity on both sides the enemy were reported to have suffered heavy losses in men and material during the operations, and it is stated that further reinforcements were being moved up to the front where fighting continued throughout the day with considerable intensity on both sides the enemy were reported to have suffered heavy losses in men and material during the operations, and it is stated that further reinforcements were being moved up to the front where fighting continued throughout the day with considerable intensity on both sides the enemy were reported to have suffered heavy losses in men and material during the operations, and it is stated that further reinforcements were be (7, 1062, 150, 1390)
rule (341, 1209, 398, 1210)
article-body: Sunday School attendance registers are buried under the rubble of the church which was wrecked in Sunday's German raid on Torquay, and this may delay the identification of the children's bodies. (448, 1550, 591, 1583)
filler-text: the enemy were reported to have suffered heavy losses in men and material during the operations, and it is stated that further reinforcements were being moved up to the front where fighting continued throughout the day with considerable intensity on both sides the enemy were reported to have suffered heavy losses in men and material during the operations, and it is stated that further reinforcements were being moved up to the front where fighting continued throughout the day with considerable intensity on both sides the enemy were reported to have suffered heavy losses in men and material during the operations, and it is stated that further reinforcements were being moved up to the front where fighting continued throughout the day with considerable intensity on both sides the enemy were reported to have suffered heavy losses in men and material during the operations, and it is stated that further reinforcements were being moved up to the front where fighting continued throughout the day with considerable intensity on both sides the enemy were reported to have suffered heavy losses in men and material during the operations, and it is stated that further reinforcements were being moved up to the front where fighting continued throughout the day with considerable intensity on both sides the enemy were reported to have suffered heavy losses in men and material during the operations, and it is stated that further reinforcements were being moved up to the front where fighting continued throughout the day with considerable intensity on both sides the enemy were reported to have suffered heavy losses in men and material during the operations, and it is stated that further reinforcements were being moved up to the front where fighting continued throughout the day with considerable intensity on both sides the enemy were reported to have suffered heavy losses in men and material during the operations, and it is stated that further reinforcements were being moved up to the front where fighting continued throughout the day with considerable intensity on both sides the enemy were reported to have suffered heavy losses in men and material during the operations, and it is stated that further reinforcements were being moved up to the front where fighting continued throughout the day with considerable intensity on both sides the enemy were reported to have suffered heavy losses in men and material during the operations, and it is stated that further reinforcements were being moved up to the front where fighting continued throughout the day with considerable intensity on both sides the enemy were reported to have suffered heavy losses in men and material during the operations, and it is stated that further reinforcements were being moved up to the front where fighting continued throughout the day with considerable intensity on both sides the enemy were reported to have suffered heavy losses in men and material during the operations, and it is stated that further reinforcements were being moved up to the front where fighting continued throughout the day with considerable intensity on (7, 411, 150, 925)
rule (341, 133, 398, 134)
article (849, 1241, 992, 1523)
article (157, 1368, 289, 1787)
article-deck: FIGURES GIVEN IN COMMONS (1020, 102, 1105, 123)
rule (341, 1377, 398, 1378)
article-subheadline: Counter-Blows By Chinese (23, 74, 134, 102)
article-dateline: (Rec. 12.30 a.m.) OTTAWA, June 1. (1001, 822, 1094, 830)
article (709, 28, 840, 1443)
rule (491, 1538, 548, 1539)
article-section-heading: Changed Conditions (735, 959, 815, 970)
article (849, 28, 992, 906)
article-headline: AXIS PRISONERS IN AFRICA (716, 1969, 833, 2030)
article-body: The acquisition by the Allied naval forces of the French squadron at Alexandria will be of psychological value to the Allied cause and disgrace to the Axis, states the naval correspondent. (709, 1549, 840, 1590)
filler-text: the enemy were reported to have suffered heavy losses in men and material during the operations, and it is stated that further reinforcements were being moved up to the front where fighting continued throughout the day with considerable intensity on both sides the enemy were reported to have suffered heavy losses in men and material during the operations, and it is stated that further reinforcements were being moved up to the front where fighting continued throughout the day with considerable intensity on both sides the enemy were reported to have suffered heavy losses in men and material during the operations, and it is stated that further reinforcements were being moved up to the front where fighting continued throughout the day with considerable intensity on both sides the enemy were reported to have suffered heavy losses in men and material during the operations, and it is stated that further reinforcements were being moved up to the front where fighting continued throughout the day with considerable intensity on both sides the enemy were reported to have suffered heavy losses in men and material during the operations, and it is stated that further reinforcements were being moved up to the front where fighting continued throughout the day with considerable intensity on both sides the enemy were reported to have suffered heavy losses in men and material during the operations, and it is stated that further reinforcements were being moved up to the front where fighting continued throughout the day with considerable intensity on both sides the enemy were reported to have suffered heavy losses in men and material during the operations, and it is stated that further reinforcements were being moved up to the front where fighting continued throughout the day with considerable intensity on both sides the enemy were reported to have suffered heavy losses in men and material during the operations, and it is stated that further reinforcements were being moved up to the front where fighting continued throughout the day with considerable intensity on both sides the enemy were reported to have suffered heavy losses in men and material during the operations, and it is stated that further reinforcements were being moved up to the front where fighting continued throughout the day with considerable intensity on both sides the enemy were reported to have suffered heavy losses in men and material during the operations, and it is stated that further reinforcements were being moved up to the front where fighting continued throughout the day with considerable intensity on both sides the enemy were reported to have suffered heavy losses in men and material during the operations, and it is stated that further reinforcements were being moved up to the front where fighting continued throughout the day with considerable intensity on both sides the enemy were reported to have suffered heavy losses in men and material during the operations, and it is stated that further reinforcements were being moved up to the front where fighting continued throughout the day with considerable intensity on both sides the enemy were reported to have suffered heavy losses in men and material during the operations, and it is stated that further reinforcements were being moved up to the front where fighting contin (298, 217, 441, 763)
rule (197, 1051, 250, 1052)
article-deck: JAPANESE CONVOY NOT LOCATED (314, 109, 424, 129)
article-dateline: (Rec. 7 p.m.) HOT SPRINGS, May 31. (709, 2391, 810, 2400)
article-credit: (Special Australian Corresp., N.Z.P.A.) (600, 1252, 700, 1259)
article-headline: RUSSIA AND EGYPT (17, 1395, 139, 1437)
rule (341, 1842, 398, 1843)
article-dateline: LONDON, May 31. (298, 1409, 349, 1417)
article-dateline: (Rec. 10 p.m.) LONDON, June 1. (709, 129, 796, 137)
article-dateline: (Rec. 11 p.m.) LONDON, June 1. (598, 166, 685, 174)
article-dateline: DUNEDIN, June 1. (849, 1611, 899, 1619)
article-dateline: (Rec. 6 p.m.) LONDON, June 1. (1001, 140, 1084, 147)
article-section-heading: Pack Grows Every Hour (1015, 1663, 1111, 1674)
article-deck: PHYSICAL STANDARD OF RECRUITS (1005, 794, 1120, 815)
column-3 (294, 24, 444, 2185)
article-headline: FIGHTING IN HUPEH (18, 27, 138, 68)
rule (1038, 818, 1087, 819)
article-dateline: LONDON, March 19. (1001, 1161, 1057, 1169)
article-section-heading: "New Chapter Opens" (732, 678, 819, 689)
article (599, 1847, 702, 2220)
article-headline: PERSECUTION OF JEWS (7, 931, 150, 973)
article-credit: (Special Australian Corresp., N.Z.P.A.) (319, 137, 419, 144)
article-body: Germany's vital Ruhr area has become a picture of death, in which 70,000 tons of bombs have fallen within a month. Duisburg, Dortmund, Dusseldorf and Wuppertal stand as memorials of the uproar. (448, 138, 591, 170)
article-headline: DESTRUCTION IN RUHR (448, 27, 591, 68)
article-section-heading: That Autumn Nip (190, 2012, 257, 2023)
article-dateline: (Rec. 10 p.m.) SYDNEY, June 1. (298, 147, 383, 154)
filler-text: the enemy were reported to have suffered heavy losses in men and material during the operations, and it is stated that further reinforcements were being moved up to the front where fighting continued throughout the day with considerable intensity on both sides the enemy were reported to have suffered heavy losses in men and material during the operations, and it is stated that further reinforcements were being moved up to the front where fighting continued throughout the day with considerable intensity on both sides the enemy were reported to have suffered heavy losses in men and material during the operations, and it is stated that further reinforcements were being moved up to the front where fighting continued throughout the day with considerable intensity on both sides the enemy were reported to have suffered heavy losses in men and material during the operations, and it is stated that further reinforcements were being moved up to the front where fighting continued throughout the day with considerable intensity on both sides the enemy were reported to have suffered heavy losses in men and material during the operations, and it is stated that further reinforcements were being moved up to the front where fighting continued throughout the day with considerable intensity on both sides the enemy were reported to have suffered heavy losses in men and material during the operations, and it is stated that further reinforcements were being moved up to the front where fighting continued throughout the day with considerable intensity on both sides the enemy were reported to have suffered heavy losses in men and material during the operations, and it is stated that further reinforcements were being moved up to the front where fighting continued throughout the day with considerable intensity on both sides the enemy were reported to have suffered heavy losses in men and material during the operations, and it is stated that further reinforcements were being moved up to the front where fighting continued throughout the day with considerable intensity on bot (709, 1588, 840, 1963)
article-credit: ("The Press" Special Service) (883, 1601, 958, 1609)
article-body: Squadron Leader C. F. Gray, D.F.C. and bar, of Gisborne, who was awarded the D.S.O., and Squadron Leader K. F. Thiele, D.S.O., D.F.C., of Christchurch, who was awarded a bar to the D.F.C., in company with other officers. (849, 984, 993, 1024)
filler-text: the enemy were reported to have suffered heavy losses in men and material during the operations, and it is stated that further reinforcements were being moved up to the front where fighting continued throughout the day with considerable intensity on both sides the enemy were reported to have suffered heavy losses in men and material during the operations, and it is stated that further reinforcements were being moved up to the front where fighting continued throughout the day with considerable intensity on both side (7, 1526, 150, 1613)
article-deck: INCIDENCE HIGHER AMONG WOMEN (305, 2053, 433, 2075)
article-deck: PADRE IN DARWIN AREA (608, 1224, 692, 1245)
article-dateline: (Rec. 11 p.m.) LONDON, May 31. (448, 129, 537, 137)
article-body: The Canadian, British, Icelandic and Norwegian delegations to the United Nations Food Conference at Hot Springs have submitted a resolution emphasising the importance of fish and marine products in the diet. (709, 2400, 840, 2440)
article-dateline: LONDON, May 31. (709, 2036, 761, 2044)
article-dateline: (B.O.W.) RUGBY, May 31. (157, 1055, 228, 1063)
newspaper-page (4, 24, 1125, 2572)
article (298, 770, 440, 1135)
filler-text: the enemy were reported to have suffered heavy losses in men and material during the operations, and it is stated that further reinforcements were being moved up to the front where fighting continued throughout the day with considerable intensity on both sides the enemy were reported to have suffered heavy losses in men and material during the operations, and it is stated that further reinforcements were being mo (157, 2025, 290, 2105)
rule (1038, 99, 1087, 100)
italy-map-drawing (600, 235, 701, 353)
column-2 (154, 24, 294, 2105)
rule (1038, 590, 1087, 591)
rule (749, 2032, 802, 2033)
rule (491, 1120, 548, 1121)
article-headline: PREMIER OF ALBERTA (1001, 931, 1124, 973)
article-deck: CASUALTIES IN BOMBED CHURCH (462, 1513, 576, 1535)
article-headline: PRESIDENT OF CHINA (166, 1789, 280, 1830)
article-dateline: LONDON, May 31. (849, 975, 900, 984)
article-headline: 5000 MACHINE-GUN CARRIERS (598, 1846, 702, 1927)
filler-text: the enemy were reported to have suffered heavy losses in men and material during the operations, and it is stated that further reinforcements were being moved up to the front where fighting continued throughout the day with considerable intensity on both sides the enemy were reported to have suffered heavy losses in men and material during the operations, and it is stated that further reinforcements were being moved up to the front where fighting continued throughout the day with considerable intensity on both sides the enemy were reported to have suffered heavy losses in men and material during the operations, and it is stated that further reinforcements were being moved up to the front where fighting continued throughout the day with considerable intensity on both sides the enemy were reported to have suffered heavy losses in men and material during the operations, and it is stated that further reinforcements were being moved up to the front where fighting continued throughout the day with considerable intensity on both sides the enemy were reported to have suffered heavy losses in men and material during the operations, and it is stated that further reinforcements were being moved up to the front where fighting continued throughout the day with considerable intensity on both sides the enemy were reported to have suffered heavy (298, 904, 441, 1131)
rule (892, 1570, 950, 1571)
article (449, 1468, 591, 1944)
filler-text: the enemy were reported to have suffered heavy losses in men and material during the operations, and it is stated that further reinforcements were being moved up to the front where fighting continued throughout the day with considerable intensity on both sides the enemy were reported to have suffered heavy losses in men and material during the operations, and it is stated that further reinforcements were being moved up to the front where fighting continued throughout the day with considerable intensity on both sides the enemy were reported to have suffered heavy losses in men and material during the operations, and it is stated that further reinforcements were being moved up to the front where fighting continued throughout the day with considerable intensity on both sides the enemy were reported to have suffered heavy losses in men and material during the operations, and it is stated that further reinforcements were being moved up to the front where fighting continued throughout the day with considerable intensity on both sides the enemy were reported to have suffered heavy losses in men and material during the operations, and it is stated that further reinforcements were being moved up to the front where fighting continued throughout the day with considerable intensity on both sides the enemy were reported to have suffered heavy losses in men and material during the operations, and it is stated that further reinforcements were being moved up to the front where fighting continued throughout the day with considerable intensity on both sides the enemy were reported to have suffered heavy losses in men and material during the operations, and it is stated that further reinforcements were being moved up to the front where fighting continued throughout the day with considerable intensity on both sides the enemy were reported to have suffered heavy losses in men and material during the operations, and it is stated that further reinforcements were being moved up to the front where fighting continued throughout the day with considerable intensity on both sides the enemy were reported to have suffered heavy losses in men and material during the operations, (448, 1582, 591, 1940)
article-deck: AUSTRALIAN OUTPUT (600, 1933, 701, 1944)
rule (1038, 127, 1087, 128)
article-body: How Axis prisoners in Allied hands in North Africa are being treated has been revealed by a correspondent in North Africa. (709, 2045, 840, 2069)
article-dateline: (Rec. 7 p.m.) LONDON, May 31. (7, 1006, 93, 1014)
article (449, 28, 591, 1046)
masthead (0, 0, 1008, 22)
filler-text: the enemy were reported to have suffered heavy losses in men and material during the operations, and it is stated that further reinforcements were being moved up to the front where fighting continued throughout the day with considerable intensity on both sides the enemy were reported to have suffered heavy losses in men and material during the operations, and it is stated that further reinforcements were being moved up to the front where fighting continued throughout the day with considerable intensity on both sides the enemy were reported to have suffered heavy losses in men and material during the operations, and it is stated that further reinforcements were being moved up to the front where fighting continued throug (709, 2439, 840, 2572)
article (1001, 28, 1125, 504)
kuban-map-drawing (849, 223, 991, 400)
filler-text: the enemy were reported to have suffered heavy losses in men and material during the operations, and it is stated that further reinforcements were being moved up to the front where fighting continued throughout the day with considerable intensity on both sides the enemy were reported to have suffered heavy losses in men and material during the operations, and it is stated that further reinforcements were being moved up to the front where fighting continued throughout the day with considerable intensity on both sides the enemy were reported to have suffered heavy losses in men and material during the operations, and it is stated that further reinforcements were being moved up to the front where fighting continued throughout the day with considerable intensity on both sides the enemy were reported to have suffered heavy losses in men and material during the operations, and it is stated that further reinforcements were being moved up to the front where fighting continued throughout the day with considerable intensity on both sides the enemy were reported to have suffered heavy losses in men and material during the operations, and it is stated that further reinforcements were being moved up to the front where fighting continued throughout the day with considerable intensity on both sides the enemy were reported to have suffered heavy losses in men and material during the operations, and it is stated that further reinforcements were being moved up to the front where fighting continued throughout the day with considerable intensity on both (1001, 1676, 1125, 1972)
rule (1038, 790, 1087, 791)
article-body: The Chief of the United States Army Air Forces (General H. H. Arnold), speaking at West Point, predicted that it will be only a matter of weeks before you see active service in China, India, North Africa, the Pacific, and Great Britain. (1001, 630, 1125, 678)
article (7, 932, 149, 1393)
filler-text: the enemy were reported to have suffered heavy losses in men and material during the operations, and it is stated that further reinforcements were being moved up to the front where fighting continued throughout the day with considerable intensity on both sides the enemy were reported to have suffered heavy losses in men and material during the operations, and it is stated that further reinforcements were being moved up to the front where fighting continued throughout the day with considerable intensity on both sides the enemy were reported to have suffered heavy losses in men and material during the operations, and it is stated that further reinforcements were being moved up to the front where fighting continued throughout the day with considerable intensity on both sides the enemy were reported to have suffered heavy losses in men and material during the operations, and it is stated that further reinforcements were being moved up to the front where fighting continued throughout the day with considerable intensity on both sides the enemy were reported to have suffered heavy losses in men and material during the operations, and it is stated that further reinforcements were being moved up to the front where fighting continued throughout the day with considerable intensity on both sides the enemy were reported to have suffered heavy losses in men and material during the operations, and it is stated that further reinforcements were being moved up to the front where fighting continued throughout the day with considerable intensity on both sides the enemy were reported to have suffered heavy losses in men and material during the operations, and it is stated that further reinforcements were being moved up to the front where fighting continued throughout the day with considerable intensity on both sides the enemy were reported to have suffered heavy losses in men and material during the operations, and it is stated that further reinforcements were being moved up to the front where fighting continued throughout the day with considerable intensity on both sides the enemy were reported to have suffered heavy losses in men and material during the operations, and it is stated that further reinforcements were being moved up to the front where fighting continued throughout the day with considerable intensity on both sides the enemy were reported to have suffered heavy losses in men and material during the operations, and it is stated that further reinforcements were being moved up to the front where fighting continued throughout the day with considerable intensity on both sides the enemy were reported to have suffered heavy losses in men and material during the operations, and it is stated that further reinforcements were being moved up to the front where fighting continue (709, 169, 840, 676)
article-headline: CANADIAN ARMY (1010, 746, 1115, 788)
article (7, 28, 149, 928)
column-6 (706, 24, 845, 2572)
hupeh-map-drawing (8, 220, 148, 407)
article (599, 1158, 702, 1843)
article-credit: (N.Z. Press Association—Copyright) (472, 119, 566, 127)
article-deck: "NO IMMEDIATE NAVAL GAIN" (721, 1512, 829, 1534)
article-deck: NOVOROSSIISK BATTLE (867, 114, 974, 124)
article-body: The Egyptian Government has decided to recognise the Soviet Union. Reuter's correspondent in Cairo states that the Egyptian Government has empowered its Foreign Minister to take steps to re-establish diplomatic and economic relations between Egypt and Russia. (7, 1479, 150, 1527)
article-deck: AIRCRAFT AND CARGO VESSELS (171, 122, 277, 143)
article-deck: V.C.'S SHIP MAKES FIRST HIT (1007, 1133, 1119, 1155)
rule (1038, 1129, 1087, 1130)
rule (50, 974, 107, 975)
article-body: The Minister of Trade in Alberta, Mr E. C. Manning, succeeded Mr William Aberhart as Premier, becoming Canada's youngest Premier. (1001, 987, 1125, 1019)
rule (50, 122, 107, 123)
article-deck: ZEEBRUGGE, FLUSHING, AND CHERBOURG (452, 1095, 586, 1117)
rule (1038, 974, 1087, 975)
column-8 (997, 24, 1129, 2285)
article (1001, 1050, 1125, 2288)
article-dateline: (Rec. 11 p.m.) LONDON, June 1. (849, 169, 935, 176)
article-headline: AMERICAN WAR PRODUCTION (157, 27, 290, 88)
article-body: Two Focke Wulf 190's were destroyed by Spitfires of the Fighter Command this evening. Two of them were shot down by a Canadian wing which was carrying out a diversionary sweep during an attack by Venturas on Zeebrugge. (448, 1132, 591, 1173)
